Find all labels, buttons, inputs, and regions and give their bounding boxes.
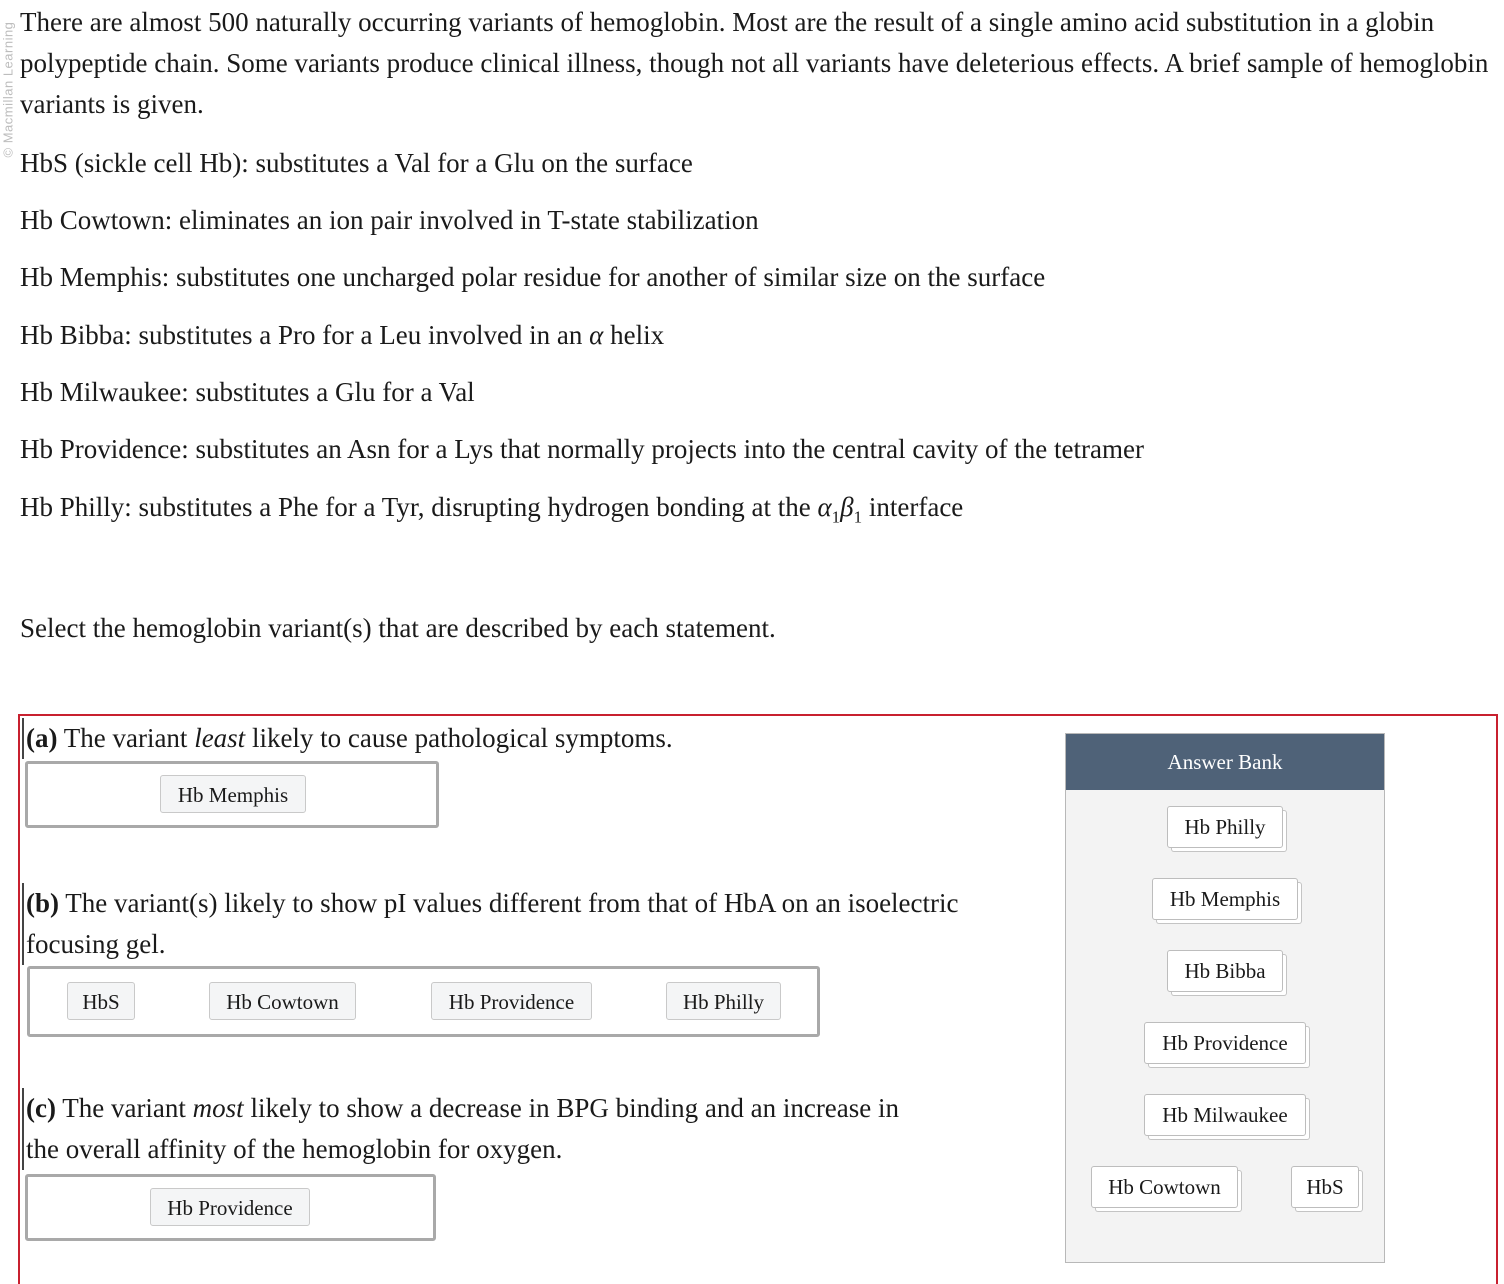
question-c-label (22, 1088, 899, 1170)
drop-zone-b[interactable] (27, 966, 820, 1037)
question-a-emphasis: least (194, 723, 246, 753)
variant-memphis: Hb Memphis: substitutes one uncharged polar residue for another of similar size on the surface (20, 262, 1046, 292)
bank-chip-hb-providence[interactable]: Hb Providence (1144, 1022, 1306, 1064)
question-b-label (22, 883, 959, 965)
alpha-symbol: α (817, 492, 832, 522)
question-c-text-line1-end: likely to show a decrease in BPG binding and an increase in (243, 1093, 900, 1123)
bank-chip-hb-milwaukee[interactable]: Hb Milwaukee (1144, 1094, 1306, 1136)
question-a-label (22, 718, 673, 759)
bank-chip-hbs[interactable]: HbS (1291, 1166, 1359, 1208)
variant-philly-text: Hb Philly: substitutes a Phe for a Tyr, disrupting hydrogen bonding at the (20, 492, 818, 522)
answer-bank (1065, 733, 1385, 1263)
variant-bibba (20, 318, 664, 352)
answer-chip-hb-cowtown[interactable]: Hb Cowtown (209, 982, 356, 1020)
variant-philly (20, 490, 963, 534)
variant-milwaukee: Hb Milwaukee: substitutes a Glu for a Val (20, 377, 475, 407)
variant-bibba-suffix: helix (603, 320, 665, 350)
answer-chip-hb-philly[interactable]: Hb Philly (666, 982, 781, 1020)
question-b-text: The variant(s) likely to show pI values different from that of HbA on an isoelectric (59, 888, 959, 918)
question-area (18, 714, 1498, 1284)
answer-chip-hb-providence[interactable]: Hb Providence (431, 982, 592, 1020)
variant-philly-suffix: interface (862, 492, 964, 522)
alpha-symbol: α (589, 320, 604, 350)
intro-text: There are almost 500 naturally occurring variants of hemoglobin. Most are the result of a single amino acid substitution in a globin polypeptide chain. Some variants produce clinical illness, though not all variants have deleterious effects. A brief sample of hemoglobin variants is given. (20, 7, 1489, 119)
variant-providence: Hb Providence: substitutes an Asn for a Lys that normally projects into the central cavity of the tetramer (20, 434, 1144, 464)
bank-chip-hb-memphis[interactable]: Hb Memphis (1152, 878, 1298, 920)
question-c-text: The variant (55, 1093, 193, 1123)
intro-paragraph (20, 2, 1495, 125)
beta-symbol: β (840, 492, 854, 522)
bank-chip-hb-cowtown[interactable]: Hb Cowtown (1091, 1166, 1238, 1208)
question-c-text-line2: the overall affinity of the hemoglobin for oxygen. (26, 1134, 563, 1164)
answer-chip-hb-memphis[interactable]: Hb Memphis (160, 775, 306, 813)
answer-bank-title: Answer Bank (1066, 734, 1384, 790)
subscript-one: 1 (831, 507, 841, 527)
question-b-text-line2: focusing gel. (26, 929, 166, 959)
answer-chip-hb-providence[interactable]: Hb Providence (150, 1188, 310, 1226)
variant-cowtown: Hb Cowtown: eliminates an ion pair involved in T-state stabilization (20, 205, 759, 235)
drop-zone-a[interactable] (25, 761, 439, 828)
drop-zone-c[interactable] (25, 1174, 436, 1241)
answer-chip-hbs[interactable]: HbS (67, 982, 135, 1020)
bank-chip-hb-bibba[interactable]: Hb Bibba (1167, 950, 1283, 992)
question-c-letter: (c) (26, 1093, 56, 1123)
question-a-text-end: likely to cause pathological symptoms. (245, 723, 673, 753)
variant-bibba-text: Hb Bibba: substitutes a Pro for a Leu involved in an (20, 320, 590, 350)
question-a-letter: (a) (26, 723, 58, 753)
subscript-one: 1 (853, 507, 863, 527)
bank-chip-hb-philly[interactable]: Hb Philly (1167, 806, 1283, 848)
question-a-text: The variant (57, 723, 195, 753)
question-b-letter: (b) (26, 888, 59, 918)
instruction-text: Select the hemoglobin variant(s) that are described by each statement. (20, 613, 776, 643)
copyright-watermark: © Macmillan Learning (0, 21, 16, 158)
question-c-emphasis: most (192, 1093, 244, 1123)
variant-hbs: HbS (sickle cell Hb): substitutes a Val for a Glu on the surface (20, 148, 693, 178)
